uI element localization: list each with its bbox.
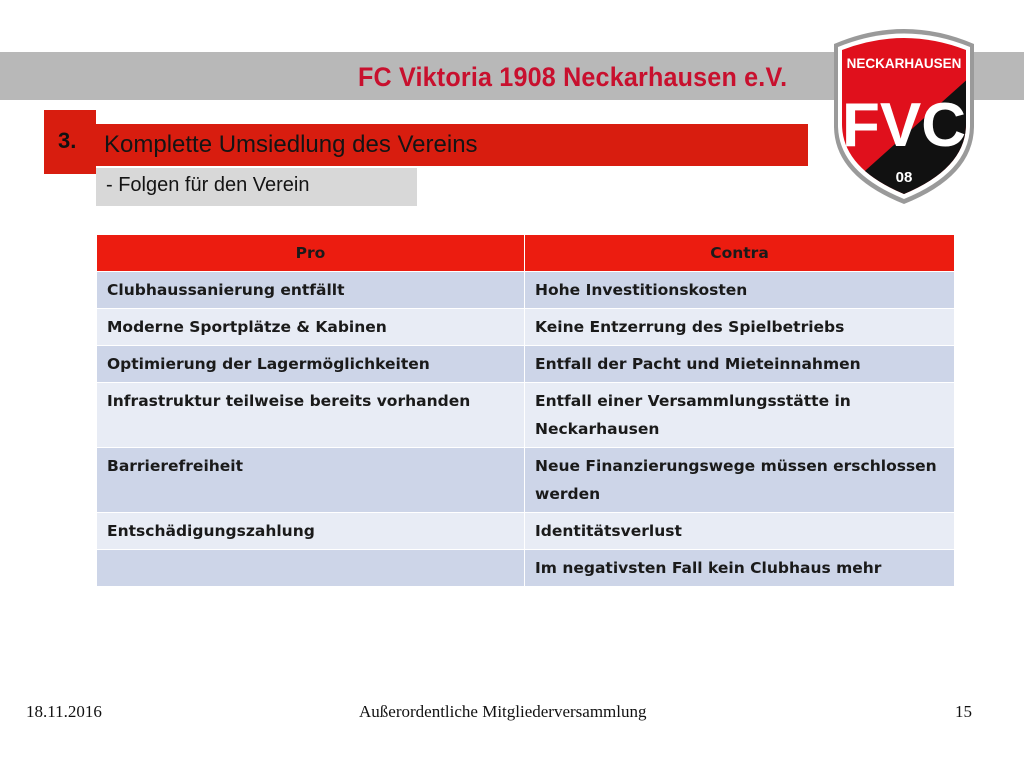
header-contra: Contra [525,235,955,272]
contra-cell: Entfall der Pacht und Mieteinnahmen [525,346,955,383]
pro-cell: Clubhaussanierung entfällt [97,272,525,309]
contra-cell: Neue Finanzierungswege müssen erschlossen werden [525,448,955,513]
table-row [97,272,955,309]
logo-letters: FVC [842,91,966,160]
table-row [97,383,955,448]
table-row [97,346,955,383]
contra-cell: Im negativsten Fall kein Clubhaus mehr [525,550,955,587]
logo-bottom-text: 08 [895,169,913,186]
header-pro: Pro [97,235,525,272]
section-title: Komplette Umsiedlung des Vereins [104,131,478,158]
pro-contra-table [96,234,955,587]
table-header-row [97,235,955,272]
contra-cell: Entfall einer Versammlungsstätte in Neckarhausen [525,383,955,448]
footer-event: Außerordentliche Mitgliederversammlung [359,702,647,721]
table-row [97,448,955,513]
footer-date: 18.11.2016 [26,702,102,721]
contra-cell: Keine Entzerrung des Spielbetriebs [525,309,955,346]
pro-cell: Barrierefreiheit [97,448,525,513]
club-name: FC Viktoria 1908 Neckarhausen e.V. [358,62,788,92]
contra-cell: Hohe Investitionskosten [525,272,955,309]
footer-page-number: 15 [955,702,972,721]
pro-cell: Infrastruktur teilweise bereits vorhanden [97,383,525,448]
pro-cell: Entschädigungszahlung [97,513,525,550]
pro-cell [97,550,525,587]
contra-cell: Identitätsverlust [525,513,955,550]
club-logo [828,28,980,204]
logo-top-text: NECKARHAUSEN [846,56,962,71]
section-number: 3. [58,128,77,153]
table-row [97,513,955,550]
section-subtitle: - Folgen für den Verein [106,174,310,196]
pro-cell: Optimierung der Lagermöglichkeiten [97,346,525,383]
table-row [97,309,955,346]
table-row [97,550,955,587]
pro-cell: Moderne Sportplätze & Kabinen [97,309,525,346]
